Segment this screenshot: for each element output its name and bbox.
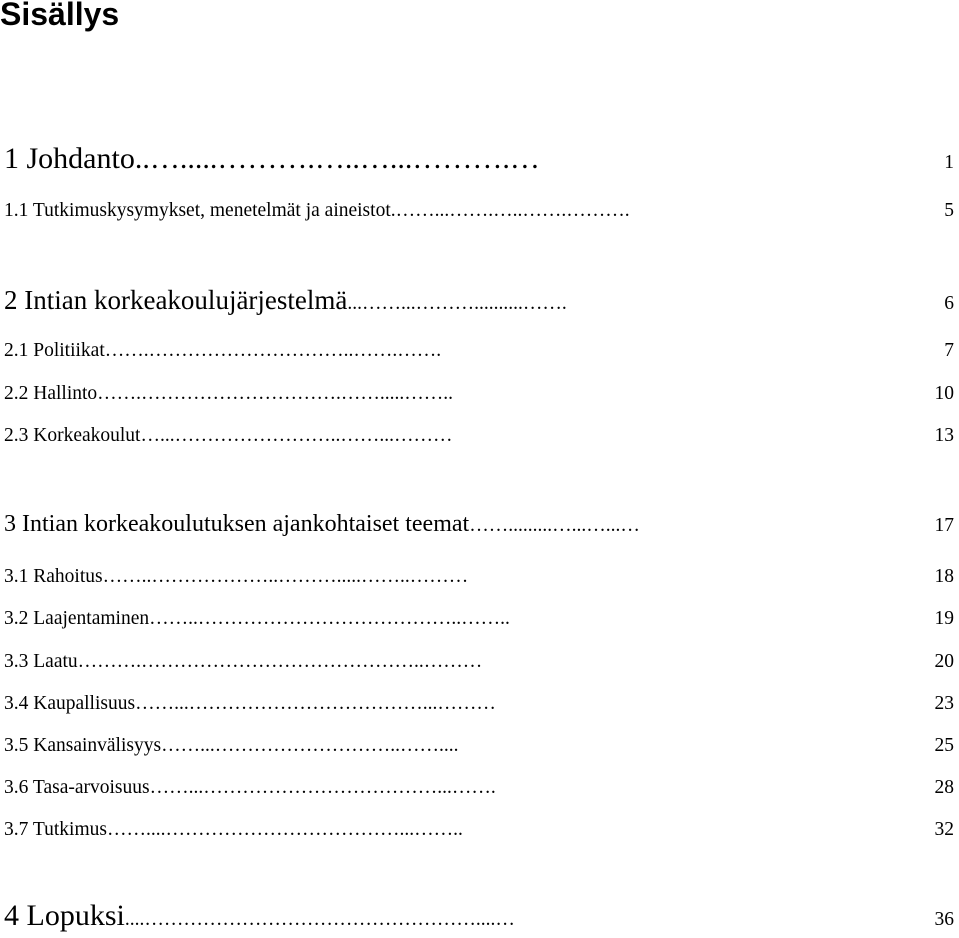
toc-entry-label: 3.3 Laatu bbox=[4, 651, 78, 672]
toc-entry-label: 2.2 Hallinto bbox=[4, 383, 98, 404]
toc-entry-kaupallisuus[interactable] bbox=[4, 692, 954, 716]
toc-entry-label: 2 Intian korkeakoulujärjestelmä bbox=[4, 285, 348, 315]
toc-entry-label: 1.1 Tutkimuskysymykset, menetelmät ja aineistot bbox=[4, 200, 391, 221]
toc-entry-kansainvalisyys[interactable] bbox=[4, 734, 954, 758]
toc-entry-label: 2.3 Korkeakoulut bbox=[4, 425, 141, 446]
toc-entry-rahoitus[interactable] bbox=[4, 565, 954, 589]
toc-entry-label: 3.5 Kansainvälisyys bbox=[4, 735, 162, 756]
toc-entry-leader: .……...…….…..…….………. bbox=[390, 200, 630, 221]
toc-entry-hallinto[interactable] bbox=[4, 382, 954, 406]
toc-entry-ajankohtaiset-teemat[interactable] bbox=[4, 509, 954, 541]
toc-entry-leader: ...……...………..........……. bbox=[347, 293, 567, 314]
toc-entry-page: 28 bbox=[934, 777, 954, 798]
toc-entry-korkeakoulut[interactable] bbox=[4, 424, 954, 448]
toc-entry-leader: …….........…...…...… bbox=[469, 515, 640, 536]
toc-entry-tutkimus[interactable] bbox=[4, 818, 954, 842]
toc-entry-label: 2.1 Politiikat bbox=[4, 340, 105, 361]
toc-entry-label: 3.7 Tutkimus bbox=[4, 819, 107, 840]
toc-entry-tutkimuskysymykset[interactable] bbox=[4, 199, 954, 223]
toc-entry-leader: ……..………………..……….....……..……… bbox=[102, 566, 469, 587]
toc-entry-page: 6 bbox=[944, 293, 954, 314]
toc-entry-leader: …...……………………..……...……… bbox=[140, 425, 453, 446]
toc-entry-tasa-arvoisuus[interactable] bbox=[4, 776, 954, 800]
toc-entry-page: 18 bbox=[934, 566, 954, 587]
toc-entry-laajentaminen[interactable] bbox=[4, 607, 954, 631]
toc-entry-leader: ....……………………………………………....… bbox=[124, 909, 515, 930]
toc-entry-page: 7 bbox=[944, 340, 954, 361]
toc-entry-korkeakoulujarjestelma[interactable] bbox=[4, 282, 954, 322]
toc-entry-leader: ……….……………………………………..……… bbox=[77, 651, 483, 672]
toc-entry-leader: ..….....……….…..…...……….… bbox=[134, 142, 540, 175]
toc-entry-label: 3.1 Rahoitus bbox=[4, 566, 103, 587]
toc-entry-label: 3.4 Kaupallisuus bbox=[4, 693, 136, 714]
toc-entry-leader: ……...………………………………...……. bbox=[149, 777, 496, 798]
toc-entry-label: 1 Johdanto bbox=[4, 142, 135, 175]
toc-entry-laatu[interactable] bbox=[4, 650, 954, 674]
toc-entry-page: 13 bbox=[934, 425, 954, 446]
toc-entry-page: 23 bbox=[934, 693, 954, 714]
toc-entry-politiikat[interactable] bbox=[4, 339, 954, 363]
toc-entry-leader: ……....………………………………...…….. bbox=[106, 819, 463, 840]
toc-entry-label: 3 Intian korkeakoulutuksen ajankohtaiset teemat bbox=[4, 511, 470, 537]
toc-entry-label: 3.2 Laajentaminen bbox=[4, 608, 150, 629]
toc-heading: Sisällys bbox=[0, 0, 120, 32]
toc-entry-lopuksi[interactable] bbox=[4, 898, 954, 938]
toc-entry-leader: …….………………………….…….....…….. bbox=[97, 383, 454, 404]
toc-entry-page: 19 bbox=[934, 608, 954, 629]
toc-entry-label: 3.6 Tasa-arvoisuus bbox=[4, 777, 150, 798]
toc-entry-page: 36 bbox=[934, 909, 954, 930]
toc-entry-page: 1 bbox=[944, 152, 954, 173]
toc-entry-page: 32 bbox=[934, 819, 954, 840]
toc-entry-page: 5 bbox=[944, 200, 954, 221]
toc-entry-leader: …….…………………………..…….……. bbox=[104, 340, 442, 361]
toc-entry-page: 25 bbox=[934, 735, 954, 756]
toc-entry-johdanto[interactable] bbox=[4, 141, 954, 181]
toc-entry-page: 10 bbox=[934, 383, 954, 404]
toc-entry-page: 20 bbox=[934, 651, 954, 672]
toc-entry-leader: ……...………………………..…….... bbox=[161, 735, 459, 756]
toc-entry-page: 17 bbox=[934, 515, 954, 536]
toc-entry-leader: ……..…………………………………..…….. bbox=[149, 608, 510, 629]
toc-entry-label: 4 Lopuksi bbox=[4, 899, 125, 932]
toc-entry-leader: ……...………………………………...……… bbox=[135, 693, 496, 714]
